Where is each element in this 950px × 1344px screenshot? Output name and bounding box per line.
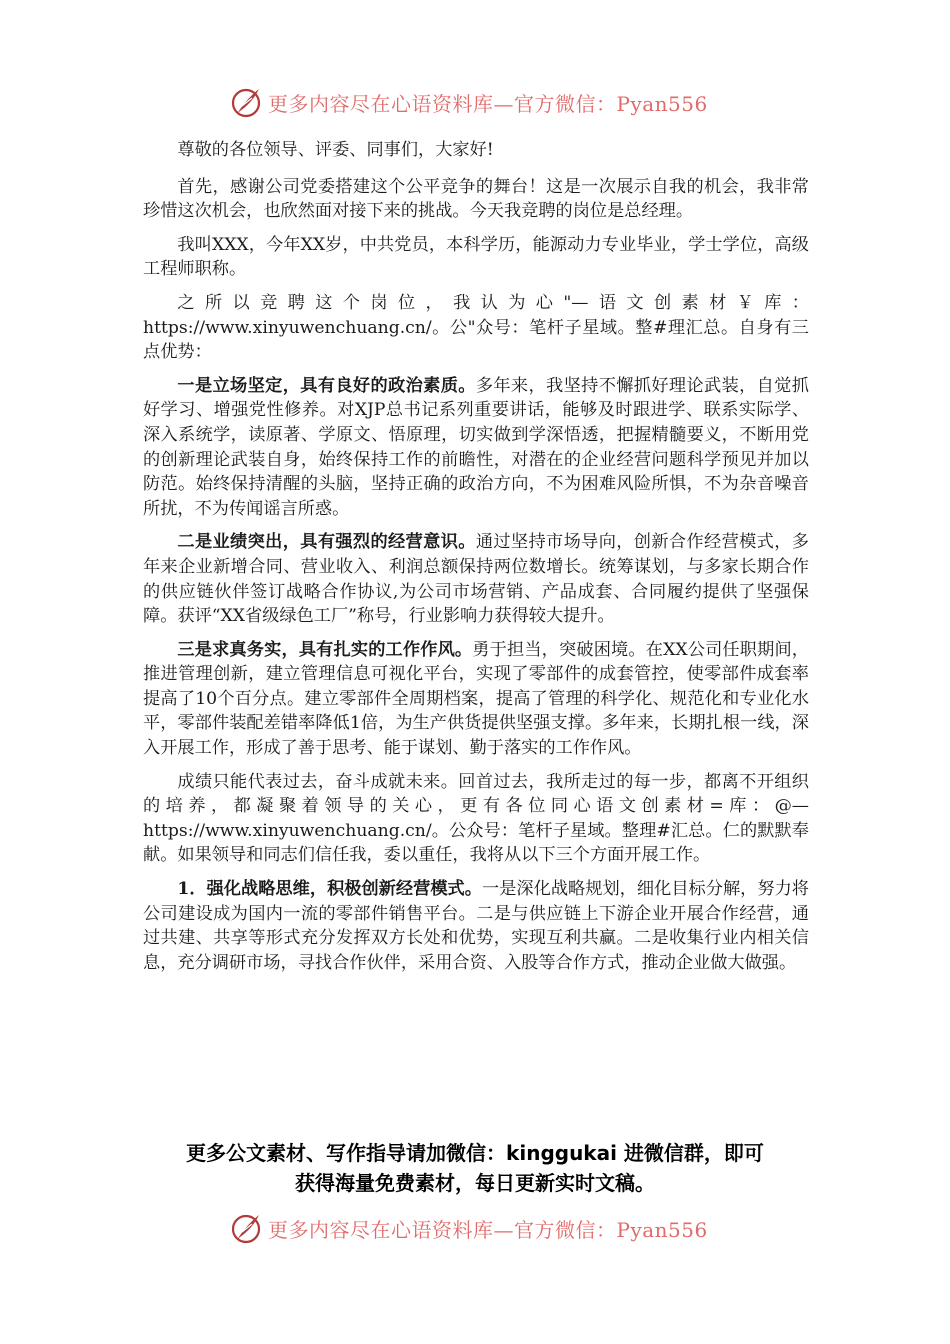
- paragraph-advantage-1: [143, 374, 809, 522]
- banner-text: 更多内容尽在心语资料库—官方微信：Pyan556: [268, 1217, 708, 1242]
- advantage-2-heading: 二是业绩突出，具有强烈的经营意识。: [177, 532, 476, 553]
- paragraph-intro: 我叫XXX，今年XX岁，中共党员，本科学历，能源动力专业毕业，学士学位，高级工程师职称。: [143, 234, 809, 280]
- paragraph-transition: 成绩只能代表过去，奋斗成就未来。回首过去，我所走过的每一步，都离不开组织的培养，都凝聚着领导的关心，更有各位同心语文创素材=库：@—https://www.xinyuwenchuang.cn/。公众号：笔杆子星域。整理#汇总。仁的默默奉献。如果领导和同志们信任我，委以重任，我将从以下三个方面开展工作。: [143, 771, 809, 866]
- paragraph-plan-1: [143, 877, 809, 975]
- footer-banner: [228, 1208, 728, 1248]
- banner-text: 更多内容尽在心语资料库—官方微信：Pyan556: [268, 91, 708, 116]
- greeting: 尊敬的各位领导、评委、同事们，大家好!: [177, 140, 494, 160]
- plan-1-heading: 1．强化战略思维，积极创新经营模式。: [177, 879, 482, 900]
- advantage-3-body: 勇于担当，突破困境。在XX公司任职期间，推进管理创新，建立管理信息可视化平台，实现了零部件的成套管控，使零部件成套率提高了10个百分点。建立零部件全周期档案，提高了管理的科学化、规范化和专业化水平，零部件装配差错率降低1倍，为生产供货提供坚强支撑。多年来，长期扎根一线，深入开展工作，形成了善于思考、能于谋划、勤于落实的工作作风。: [143, 639, 809, 759]
- speech-body: [143, 138, 809, 984]
- advantage-3-heading: 三是求真务实，具有扎实的工作作风。: [177, 639, 473, 660]
- promo-line-1: 更多公文素材、写作指导请加微信：kinggukai 进微信群，即可: [186, 1141, 764, 1165]
- paragraph-thanks: 首先，感谢公司党委搭建这个公平竞争的舞台！这是一次展示自我的机会，我非常珍惜这次机会，也欣然面对接下来的挑战。今天我竞聘的岗位是总经理。: [143, 176, 809, 222]
- advantage-1-heading: 一是立场坚定，具有良好的政治素质。: [177, 375, 476, 396]
- paragraph-advantage-2: [143, 530, 809, 628]
- paragraph-advantage-3: [143, 638, 809, 761]
- header-banner: [228, 82, 728, 122]
- quill-logo-icon: [228, 84, 264, 120]
- plan-1-body: 一是深化战略规划，细化目标分解，努力将公司建设成为国内一流的零部件销售平台。二是与供应链上下游企业开展合作经营，通过共建、共享等形式充分发挥双方长处和优势，实现互利共赢。二是收集行业内相关信息，充分调研市场，寻找合作伙伴，采用合资、入股等合作方式，推动企业做大做强。: [143, 879, 809, 973]
- quill-logo-icon: [228, 1210, 264, 1246]
- paragraph-reason: 之所以竞聘这个岗位，我认为心"—语文创素材￥库：https://www.xinyuwenchuang.cn/。公"众号：笔杆子星域。整#理汇总。自身有三点优势：: [143, 292, 809, 363]
- advantage-1-body: 多年来，我坚持不懈抓好理论武装，自觉抓好学习、增强党性修养。对XJP总书记系列重要讲话，能够及时跟进学、联系实际学、深入系统学，读原著、学原文、悟原理，切实做到学深悟透，把握精髓要义，不断用党的创新理论武装自身，始终保持工作的前瞻性，对潜在的企业经营问题科学预见并加以防范。始终保持清醒的头脑，坚持正确的政治方向，不为困难风险所惧，不为杂音噪音所扰，不为传闻谣言所惑。: [143, 375, 809, 519]
- promo-notice: [120, 1138, 830, 1198]
- advantage-2-body: 通过坚持市场导向，创新合作经营模式，多年来企业新增合同、营业收入、利润总额保持两位数增长。统筹谋划，与多家长期合作的供应链伙伴签订战略合作协议,为公司市场营销、产品成套、合同履约提供了坚强保障。获评“XX省级绿色工厂”称号，行业影响力获得较大提升。: [143, 532, 809, 627]
- promo-line-2: 获得海量免费素材，每日更新实时文稿。: [295, 1171, 655, 1195]
